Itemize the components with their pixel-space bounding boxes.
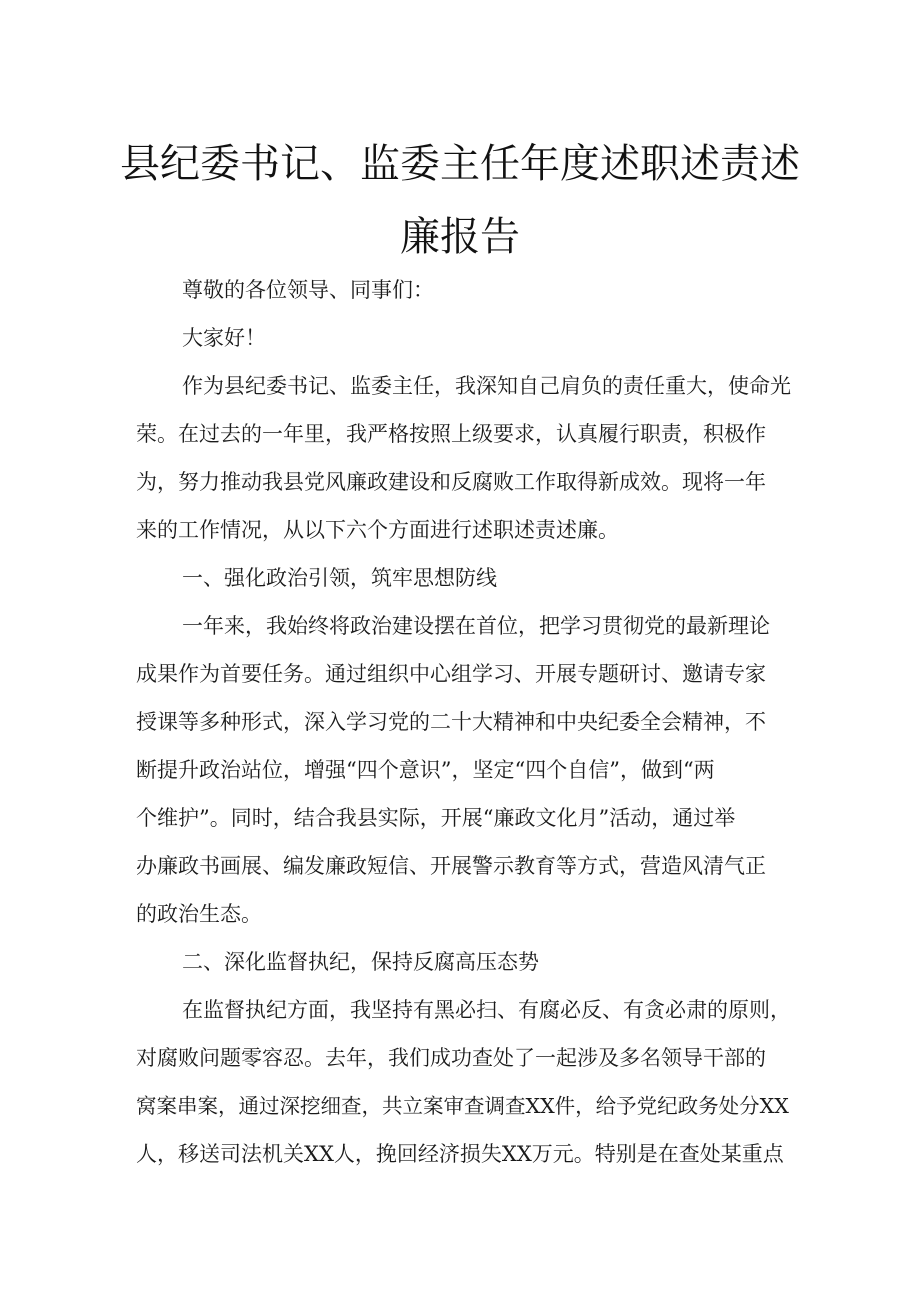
body-line: 在监督执纪方面，我坚持有黑必扫、有腐必反、有贪必肃的原则，	[182, 998, 791, 1022]
body-line: 来的工作情况，从以下六个方面进行述职述责述廉。	[136, 518, 619, 542]
body-line: 断提升政治站位，增强“四个意识”，坚定“四个自信”，做到“两	[136, 758, 715, 782]
body-line: 窝案串案，通过深挖细查，共立案审查调查XX件，给予党纪政务处分XX	[136, 1094, 789, 1118]
body-line: 的政治生态。	[136, 902, 262, 926]
body-line: 授课等多种形式，深入学习党的二十大精神和中央纪委全会精神，不	[136, 710, 766, 734]
document-title-line-1: 县纪委书记、监委主任年度述职述责述	[120, 141, 800, 187]
section-heading-2: 二、深化监督执纪，保持反腐高压态势	[182, 950, 539, 974]
body-line: 一年来，我始终将政治建设摆在首位，把学习贯彻党的最新理论	[182, 614, 770, 638]
body-line: 对腐败问题零容忍。去年，我们成功查处了一起涉及多名领导干部的	[136, 1046, 766, 1070]
greeting: 大家好！	[182, 326, 266, 350]
body-line: 人，移送司法机关XX人，挽回经济损失XX万元。特别是在查处某重点	[136, 1142, 784, 1166]
body-line: 成果作为首要任务。通过组织中心组学习、开展专题研讨、邀请专家	[136, 662, 766, 686]
salutation: 尊敬的各位领导、同事们：	[182, 278, 434, 302]
body-line: 办廉政书画展、编发廉政短信、开展警示教育等方式，营造风清气正	[136, 854, 766, 878]
document-title-line-2: 廉报告	[400, 214, 520, 260]
body-line: 个维护”。同时，结合我县实际，开展“廉政文化月”活动，通过举	[136, 806, 736, 830]
body-line: 荣。在过去的一年里，我严格按照上级要求，认真履行职责，积极作	[136, 422, 766, 446]
section-heading-1: 一、强化政治引领，筑牢思想防线	[182, 566, 497, 590]
body-line: 为，努力推动我县党风廉政建设和反腐败工作取得新成效。现将一年	[136, 470, 766, 494]
body-line: 作为县纪委书记、监委主任，我深知自己肩负的责任重大，使命光	[182, 374, 791, 398]
